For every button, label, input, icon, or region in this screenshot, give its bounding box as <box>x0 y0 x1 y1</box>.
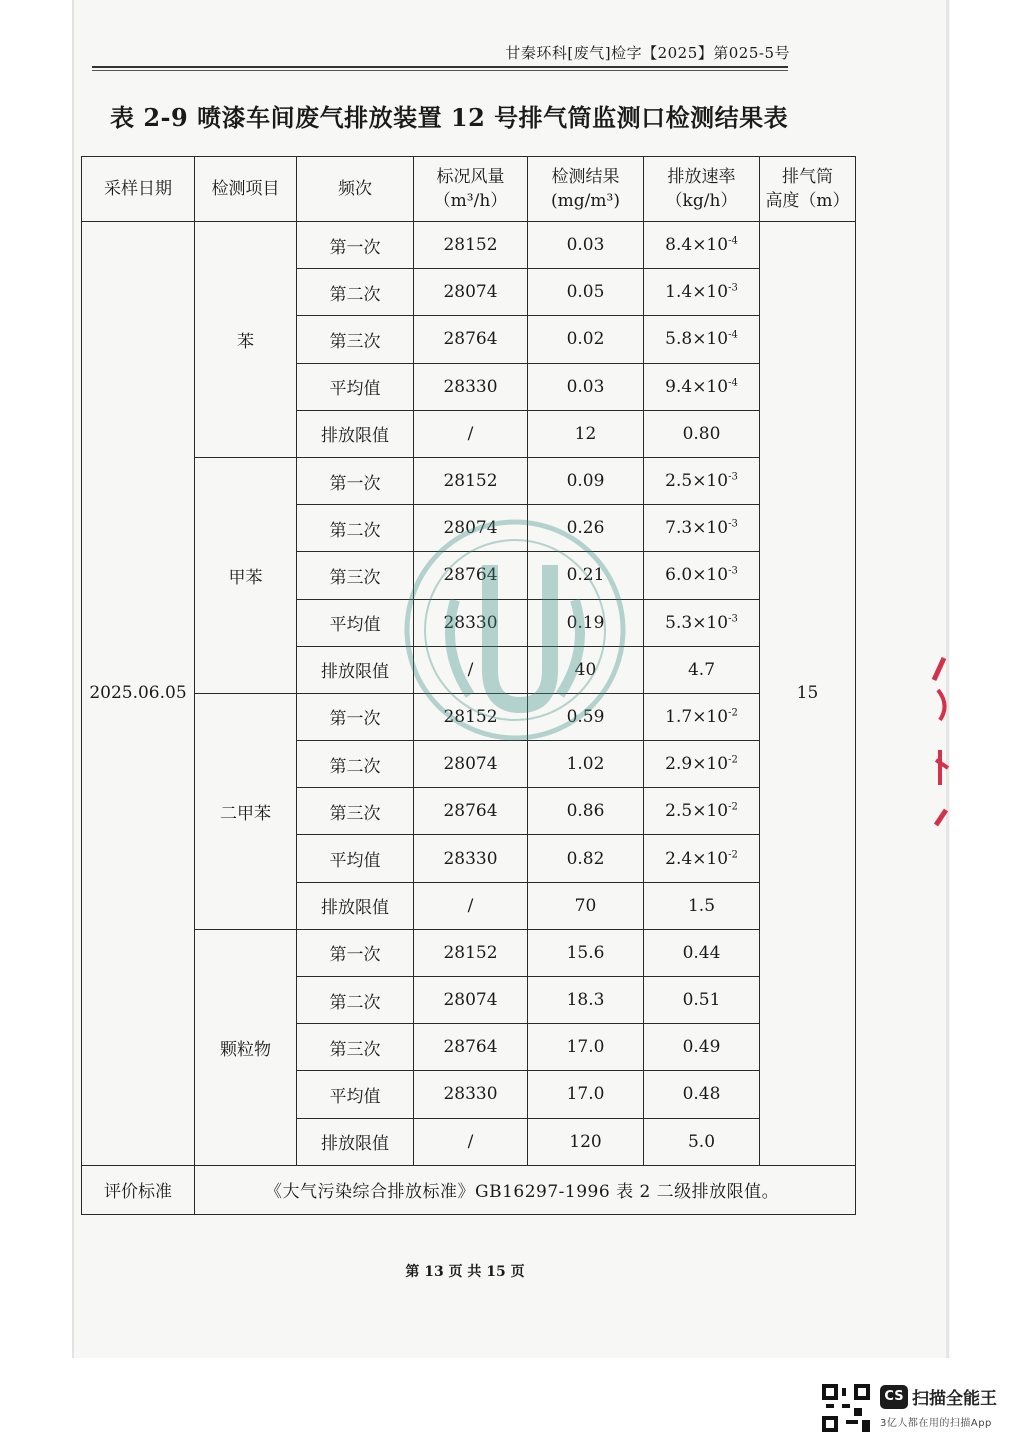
frequency-cell: 平均值 <box>297 599 414 646</box>
rate-base: 7.3×10 <box>665 518 729 539</box>
result-cell: 0.03 <box>528 363 644 410</box>
rate-exponent: -4 <box>728 329 738 341</box>
document-number: 甘秦环科[废气]检字【2025】第025-5号 <box>505 44 790 62</box>
rate-base: 1.5 <box>687 895 716 916</box>
rate-cell <box>644 410 760 457</box>
red-stamp-edge <box>930 650 952 830</box>
frequency-cell: 第二次 <box>297 269 414 316</box>
rate-base: 2.9×10 <box>665 754 729 775</box>
frequency-cell: 第三次 <box>297 316 414 363</box>
test-item-cell: 苯 <box>195 222 297 458</box>
rate-exponent: -3 <box>728 471 738 483</box>
rate-base: 9.4×10 <box>665 376 729 397</box>
rate-exponent: -3 <box>728 282 738 294</box>
result-cell: 0.26 <box>528 505 644 552</box>
rate-base: 0.44 <box>682 942 721 963</box>
rate-cell <box>644 1118 760 1165</box>
frequency-cell: 第一次 <box>297 693 414 740</box>
rate-exponent: -2 <box>728 801 738 813</box>
results-table <box>81 156 856 1215</box>
frequency-cell: 第三次 <box>297 788 414 835</box>
header-frequency: 频次 <box>297 157 414 222</box>
airflow-cell: 28764 <box>414 316 528 363</box>
frequency-cell: 排放限值 <box>297 1118 414 1165</box>
frequency-cell: 排放限值 <box>297 646 414 693</box>
criteria-row <box>82 1165 856 1214</box>
rate-exponent: -4 <box>728 377 738 388</box>
airflow-cell: 28152 <box>414 693 528 740</box>
airflow-cell: 28330 <box>414 599 528 646</box>
rate-base: 5.0 <box>687 1131 716 1152</box>
rate-cell <box>644 1071 760 1118</box>
rate-exponent: -3 <box>728 612 738 624</box>
airflow-cell: 28152 <box>414 457 528 504</box>
rate-base: 1.7×10 <box>665 706 729 727</box>
airflow-cell: 28764 <box>414 1024 528 1071</box>
result-cell: 0.82 <box>528 835 644 882</box>
rate-exponent: -3 <box>728 518 738 530</box>
rate-base: 1.4×10 <box>665 282 729 303</box>
frequency-cell: 第一次 <box>297 929 414 976</box>
frequency-cell: 平均值 <box>297 363 414 410</box>
rate-cell <box>644 505 760 552</box>
airflow-cell: 28764 <box>414 788 528 835</box>
header-rule-thin <box>92 70 788 71</box>
test-item-cell: 二甲苯 <box>195 693 297 929</box>
rate-base: 0.48 <box>682 1084 721 1105</box>
rate-cell <box>644 1024 760 1071</box>
result-cell: 120 <box>528 1118 644 1165</box>
result-cell: 15.6 <box>528 929 644 976</box>
frequency-cell: 第二次 <box>297 741 414 788</box>
airflow-cell: 28330 <box>414 1071 528 1118</box>
rate-base: 5.8×10 <box>665 329 729 350</box>
result-cell: 0.19 <box>528 599 644 646</box>
header-date: 采样日期 <box>82 157 195 222</box>
rate-base: 0.80 <box>682 423 721 444</box>
test-item-cell: 甲苯 <box>195 457 297 693</box>
result-cell: 0.02 <box>528 316 644 363</box>
rate-exponent: -2 <box>728 754 738 766</box>
airflow-cell: 28074 <box>414 977 528 1024</box>
header-item: 检测项目 <box>195 157 297 222</box>
result-cell: 0.86 <box>528 788 644 835</box>
airflow-cell: / <box>414 646 528 693</box>
rate-exponent: -2 <box>728 848 738 860</box>
airflow-cell: / <box>414 882 528 929</box>
frequency-cell: 第二次 <box>297 977 414 1024</box>
result-cell: 18.3 <box>528 977 644 1024</box>
rate-exponent: -4 <box>728 235 738 247</box>
rate-cell <box>644 693 760 740</box>
rate-exponent: -2 <box>728 707 738 719</box>
rate-cell <box>644 316 760 363</box>
rate-base: 2.5×10 <box>665 801 729 822</box>
rate-base: 2.4×10 <box>665 848 729 869</box>
frequency-cell: 第三次 <box>297 552 414 599</box>
result-cell: 17.0 <box>528 1071 644 1118</box>
frequency-cell: 平均值 <box>297 835 414 882</box>
result-cell: 0.09 <box>528 457 644 504</box>
brand-logo: CS <box>880 1385 908 1409</box>
rate-cell <box>644 646 760 693</box>
header-rule <box>92 66 788 68</box>
result-cell: 0.03 <box>528 222 644 269</box>
frequency-cell: 排放限值 <box>297 410 414 457</box>
table-row <box>82 222 856 269</box>
rate-base: 2.5×10 <box>665 471 729 492</box>
table-row <box>82 457 856 504</box>
frequency-cell: 第一次 <box>297 457 414 504</box>
header-airflow: 标况风量 （m³/h） <box>414 157 528 222</box>
airflow-cell: / <box>414 1118 528 1165</box>
airflow-cell: 28074 <box>414 741 528 788</box>
criteria-label: 评价标准 <box>82 1165 195 1214</box>
header-row <box>82 157 856 222</box>
page-number: 第 13 页 共 15 页 <box>405 1264 525 1280</box>
airflow-cell: 28074 <box>414 269 528 316</box>
rate-base: 8.4×10 <box>665 235 729 256</box>
header-result: 检测结果 (mg/m³) <box>528 157 644 222</box>
result-cell: 0.21 <box>528 552 644 599</box>
frequency-cell: 平均值 <box>297 1071 414 1118</box>
stack-height-cell: 15 <box>760 222 856 1166</box>
rate-cell <box>644 457 760 504</box>
rate-cell <box>644 741 760 788</box>
airflow-cell: 28330 <box>414 835 528 882</box>
rate-base: 0.49 <box>682 1037 721 1058</box>
table-title: 表 2-9 喷漆车间废气排放装置 12 号排气筒监测口检测结果表 <box>110 103 789 132</box>
frequency-cell: 第二次 <box>297 505 414 552</box>
airflow-cell: / <box>414 410 528 457</box>
rate-base: 6.0×10 <box>665 565 729 586</box>
rate-cell <box>644 788 760 835</box>
rate-cell <box>644 363 760 410</box>
airflow-cell: 28074 <box>414 505 528 552</box>
header-rate: 排放速率 （kg/h） <box>644 157 760 222</box>
rate-base: 5.3×10 <box>665 612 729 633</box>
sampling-date-cell: 2025.06.05 <box>82 222 195 1166</box>
frequency-cell: 第一次 <box>297 222 414 269</box>
rate-cell <box>644 835 760 882</box>
airflow-cell: 28330 <box>414 363 528 410</box>
result-cell: 17.0 <box>528 1024 644 1071</box>
rate-cell <box>644 222 760 269</box>
rate-cell <box>644 552 760 599</box>
result-cell: 0.05 <box>528 269 644 316</box>
result-cell: 70 <box>528 882 644 929</box>
rate-base: 0.51 <box>682 990 721 1011</box>
result-cell: 12 <box>528 410 644 457</box>
frequency-cell: 排放限值 <box>297 882 414 929</box>
result-cell: 1.02 <box>528 741 644 788</box>
rate-cell <box>644 599 760 646</box>
table-row <box>82 693 856 740</box>
rate-base: 4.7 <box>687 659 716 680</box>
airflow-cell: 28152 <box>414 222 528 269</box>
rate-cell <box>644 929 760 976</box>
criteria-text: 《大气污染综合排放标准》GB16297-1996 表 2 二级排放限值。 <box>195 1165 856 1214</box>
rate-cell <box>644 269 760 316</box>
airflow-cell: 28152 <box>414 929 528 976</box>
brand-name: 扫描全能王 <box>912 1389 997 1409</box>
test-item-cell: 颗粒物 <box>195 929 297 1165</box>
rate-cell <box>644 882 760 929</box>
airflow-cell: 28764 <box>414 552 528 599</box>
frequency-cell: 第三次 <box>297 1024 414 1071</box>
header-stack-height: 排气筒 高度（m） <box>760 157 856 222</box>
rate-cell <box>644 977 760 1024</box>
qr-code-icon <box>822 1384 870 1432</box>
brand-slogan: 3亿人都在用的扫描App <box>880 1418 992 1429</box>
result-cell: 0.59 <box>528 693 644 740</box>
rate-exponent: -3 <box>728 565 738 577</box>
result-cell: 40 <box>528 646 644 693</box>
table-row <box>82 929 856 976</box>
